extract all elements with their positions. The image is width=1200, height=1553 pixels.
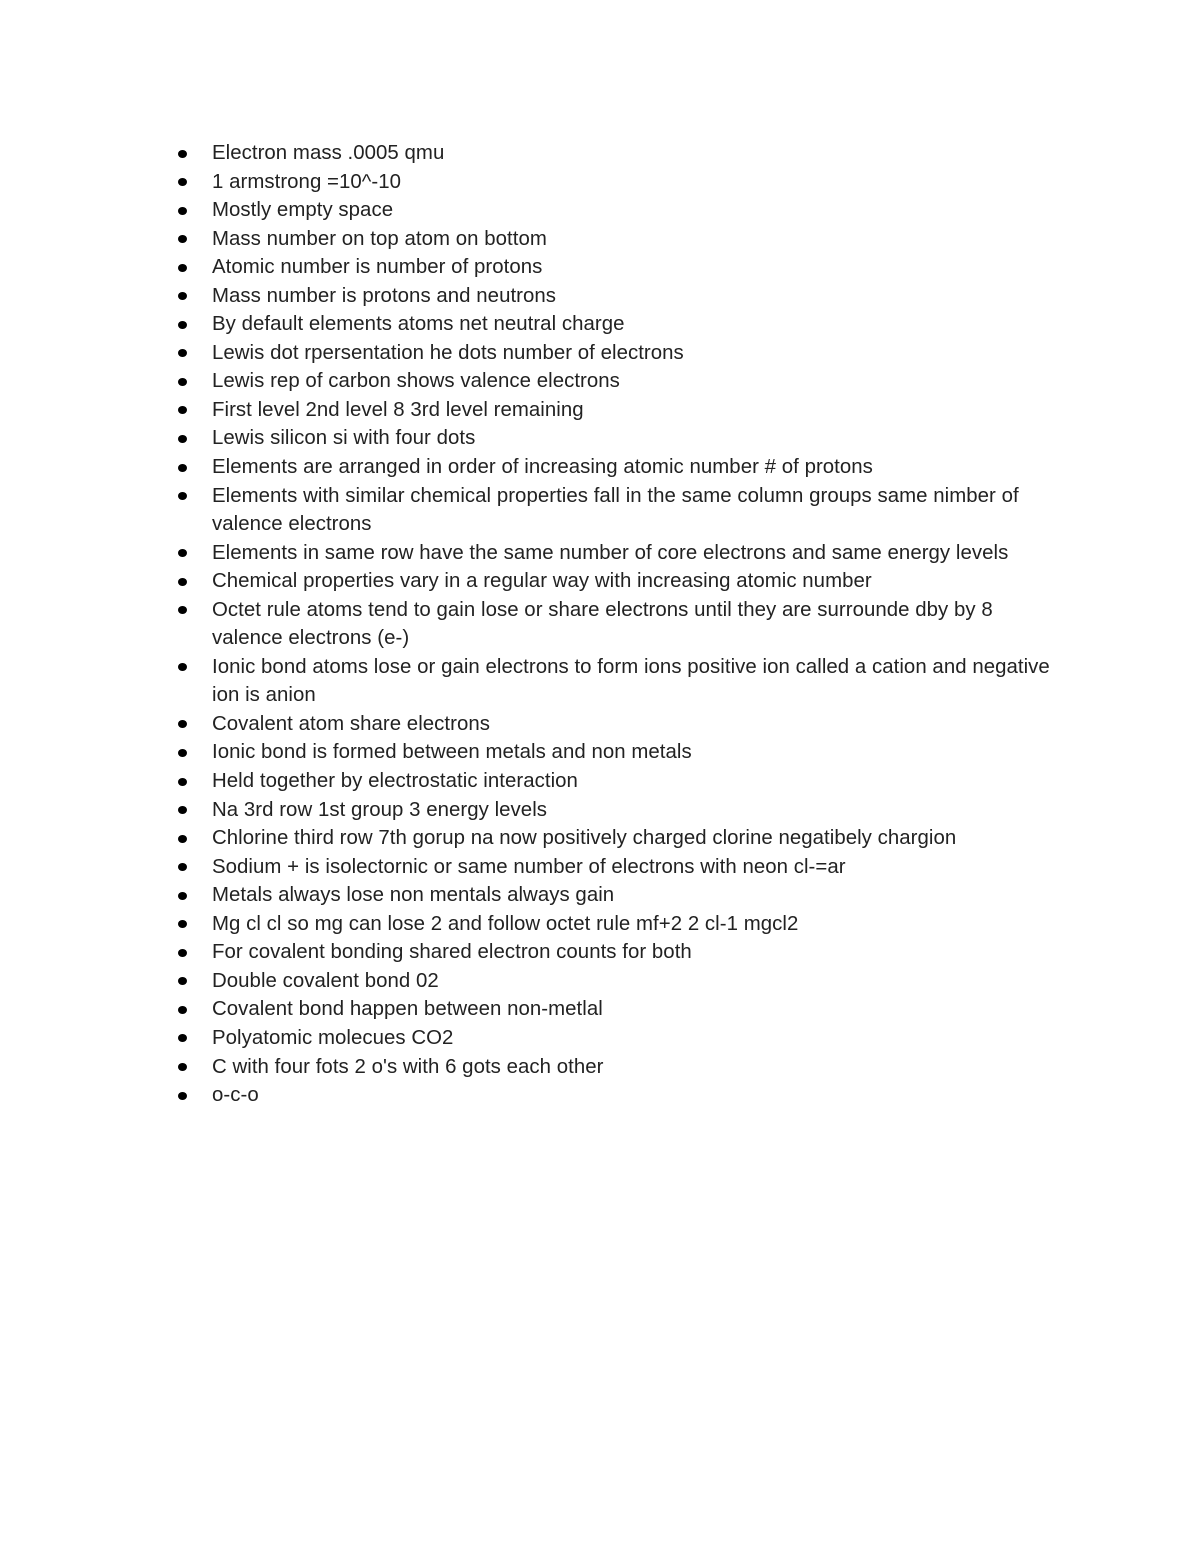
list-item [176,938,1066,967]
bullet-icon [178,749,187,757]
list-item-text: Electron mass .0005 qmu [212,142,445,164]
bullet-icon [178,892,187,900]
list-item-text: o-c-o [212,1084,259,1107]
bullet-icon [178,1092,187,1100]
list-item [176,339,1066,368]
bullet-icon [178,150,187,158]
list-item [176,710,1066,739]
list-item [176,796,1066,825]
list-item [176,196,1066,225]
list-item-text: Chlorine third row 7th gorup na now positively charged clorine negatibely chargion [212,827,957,850]
list-item [176,424,1066,453]
list-item [176,567,1066,596]
bullet-icon [178,1034,187,1042]
bullet-icon [178,207,187,215]
bullet-icon [178,1063,187,1071]
list-item-text: Mass number is protons and neutrons [212,284,557,307]
list-item [176,225,1066,254]
list-item [176,1081,1066,1110]
list-item [176,596,1066,653]
list-item-text: Elements with similar chemical properties fall in the same column groups same nimber of valence electrons [212,484,1019,536]
list-item-text: Sodium + is isolectornic or same number of electrons with neon cl-=ar [212,855,846,878]
list-item [176,910,1066,939]
bullet-icon [178,178,187,186]
list-item [176,282,1066,311]
bullet-icon [178,606,187,614]
list-item-text: For covalent bonding shared electron counts for both [212,941,692,964]
list-item-text: Covalent bond happen between non-metlal [212,998,603,1021]
list-item-text: Elements in same row have the same number of core electrons and same energy levels [212,541,1009,564]
bullet-icon [178,264,187,272]
list-item-text: Lewis rep of carbon shows valence electrons [212,370,620,393]
list-item [176,482,1066,539]
bullet-icon [178,292,187,300]
list-item-text: Elements are arranged in order of increasing atomic number # of protons [212,456,873,479]
bullet-icon [178,549,187,557]
list-item-text: Metals always lose non mentals always gain [212,884,615,907]
list-item-text: Mg cl cl so mg can lose 2 and follow octet rule mf+2 2 cl-1 mgcl2 [212,912,799,935]
bullet-icon [178,1006,187,1014]
list-item [176,738,1066,767]
list-item-text: First level 2nd level 8 3rd level remaining [212,398,584,421]
list-item-text: C with four fots 2 o's with 6 gots each other [212,1055,604,1078]
list-item [176,367,1066,396]
list-item-text: Held together by electrostatic interaction [212,770,578,793]
bullet-icon [178,378,187,386]
list-item-text: Chemical properties vary in a regular way with increasing atomic number [212,570,872,593]
list-item-text: Polyatomic molecues CO2 [212,1026,454,1049]
list-item [176,253,1066,282]
list-item-text: Ionic bond is formed between metals and non metals [212,741,692,764]
bullet-icon [178,949,187,957]
list-item [176,653,1066,710]
bullet-icon [178,720,187,728]
list-item-text: Mostly empty space [212,199,394,222]
list-item [176,853,1066,882]
bullet-icon [178,406,187,414]
bullet-icon [178,578,187,586]
list-item-text: Lewis silicon si with four dots [212,427,476,450]
bullet-icon [178,977,187,985]
list-item [176,824,1066,853]
bullet-icon [178,464,187,472]
list-item-text: Na 3rd row 1st group 3 energy levels [212,798,548,821]
bullet-icon [178,321,187,329]
bullet-icon [178,778,187,786]
notes-bullet-list [176,139,1066,1110]
list-item [176,1024,1066,1053]
list-item-text: 1 armstrong =10^-10 [212,170,402,193]
bullet-icon [178,835,187,843]
bullet-icon [178,920,187,928]
list-item [176,168,1066,197]
list-item-text: Mass number on top atom on bottom [212,227,547,250]
list-item [176,396,1066,425]
bullet-icon [178,435,187,443]
list-item-text: Atomic number is number of protons [212,256,543,279]
list-item-text: Lewis dot rpersentation he dots number of electrons [212,341,684,364]
list-item [176,1053,1066,1082]
list-item [176,453,1066,482]
bullet-icon [178,492,187,500]
list-item [176,139,1066,168]
list-item [176,881,1066,910]
list-item [176,310,1066,339]
list-item-text: Covalent atom share electrons [212,712,490,735]
list-item-text: Double covalent bond 02 [212,969,439,992]
list-item [176,539,1066,568]
bullet-icon [178,663,187,671]
bullet-icon [178,235,187,243]
list-item-text: Ionic bond atoms lose or gain electrons to form ions positive ion called a cation and negative ion is anion [212,655,1050,707]
bullet-icon [178,349,187,357]
list-item-text: By default elements atoms net neutral charge [212,313,625,336]
list-item [176,967,1066,996]
list-item-text: Octet rule atoms tend to gain lose or share electrons until they are surrounde dby by 8 valence electrons (e-) [212,598,993,650]
bullet-icon [178,863,187,871]
list-item [176,767,1066,796]
bullet-icon [178,806,187,814]
list-item [176,995,1066,1024]
